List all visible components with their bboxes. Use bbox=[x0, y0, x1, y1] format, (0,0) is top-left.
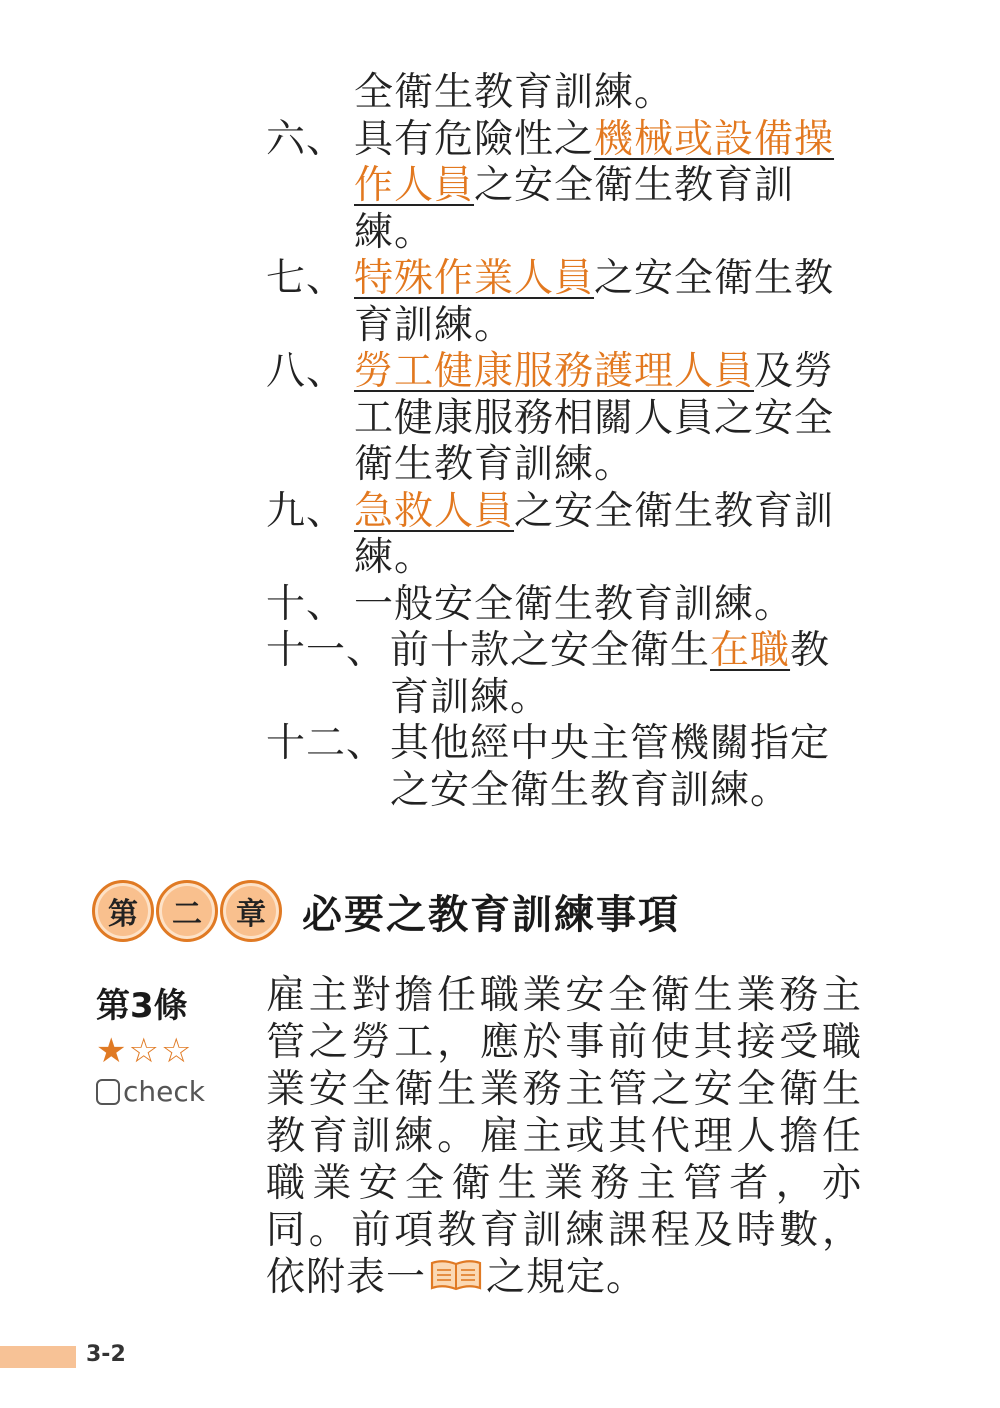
item-text bbox=[354, 256, 866, 349]
book-icon bbox=[429, 1256, 483, 1303]
article-sidebar bbox=[96, 978, 205, 1108]
item-marker: 九、 bbox=[266, 488, 347, 534]
chapter-title: 必要之教育訓練事項 bbox=[302, 891, 680, 938]
item-marker: 十一、 bbox=[266, 628, 387, 673]
check-label: check bbox=[123, 1075, 205, 1108]
item-text bbox=[390, 628, 866, 721]
item-text bbox=[354, 349, 866, 489]
chapter-circle: 第 bbox=[92, 880, 154, 942]
highlighted-term: 勞工健康服務護理人員 bbox=[354, 349, 755, 394]
check-control[interactable] bbox=[96, 1075, 205, 1108]
item-text-post: 之安全衛生教育訓練。 bbox=[354, 256, 835, 348]
chapter-circle: 二 bbox=[156, 880, 218, 942]
article-number: 第3條 bbox=[96, 986, 188, 1026]
highlighted-term: 在職 bbox=[710, 628, 791, 673]
list-item bbox=[266, 256, 866, 349]
list-item bbox=[266, 721, 866, 814]
item-text: 一般安全衛生教育訓練。 bbox=[354, 581, 795, 627]
item-text bbox=[354, 489, 866, 582]
page-number: 3-2 bbox=[86, 1342, 126, 1367]
highlighted-term: 機械或設備操作人員 bbox=[354, 116, 835, 208]
list-item bbox=[266, 349, 866, 489]
importance-stars: ★☆☆ bbox=[96, 1031, 194, 1071]
article-text: 雇主對擔任職業安全衛生業務主管之勞工，應於事前使其接受職業安全衛生業務主管之安全衛生教育訓練。雇主或其代理人擔任職業安全衛生業務主管者，亦同。前項教育訓練課程及時數，依附表一 bbox=[266, 973, 862, 1300]
highlighted-term: 特殊作業人員 bbox=[354, 256, 595, 301]
training-list bbox=[266, 70, 866, 814]
checkbox-icon[interactable] bbox=[96, 1079, 120, 1105]
footer-bar bbox=[0, 1346, 76, 1368]
list-continuation: 全衛生教育訓練。 bbox=[354, 70, 675, 115]
item-text bbox=[354, 117, 866, 257]
item-text-pre: 具有危險性之 bbox=[354, 116, 595, 162]
item-marker: 十、 bbox=[266, 581, 347, 627]
item-text-pre: 前十款之安全衛生 bbox=[390, 628, 711, 673]
item-text: 其他經中央主管機關指定之安全衛生教育訓練。 bbox=[390, 721, 831, 813]
item-marker: 七、 bbox=[266, 256, 347, 301]
chapter-heading bbox=[92, 876, 680, 946]
list-item bbox=[266, 117, 866, 257]
list-item bbox=[266, 628, 866, 721]
item-text-post: 之安全衛生教育訓練。 bbox=[354, 488, 835, 580]
article-body bbox=[266, 972, 862, 1303]
item-text-post: 及勞工健康服務相關人員之安全衛生教育訓練。 bbox=[354, 349, 835, 487]
item-marker: 十二、 bbox=[266, 721, 387, 766]
item-marker: 六、 bbox=[266, 116, 347, 162]
item-marker: 八、 bbox=[266, 349, 347, 394]
article-text-end: 之規定。 bbox=[486, 1255, 647, 1300]
item-text-post: 之安全衛生教育訓練。 bbox=[354, 163, 795, 255]
chapter-circle: 章 bbox=[220, 880, 282, 942]
item-text-post: 教育訓練。 bbox=[390, 628, 831, 720]
list-item bbox=[266, 489, 866, 582]
list-item bbox=[266, 582, 866, 629]
highlighted-term: 急救人員 bbox=[354, 488, 515, 534]
